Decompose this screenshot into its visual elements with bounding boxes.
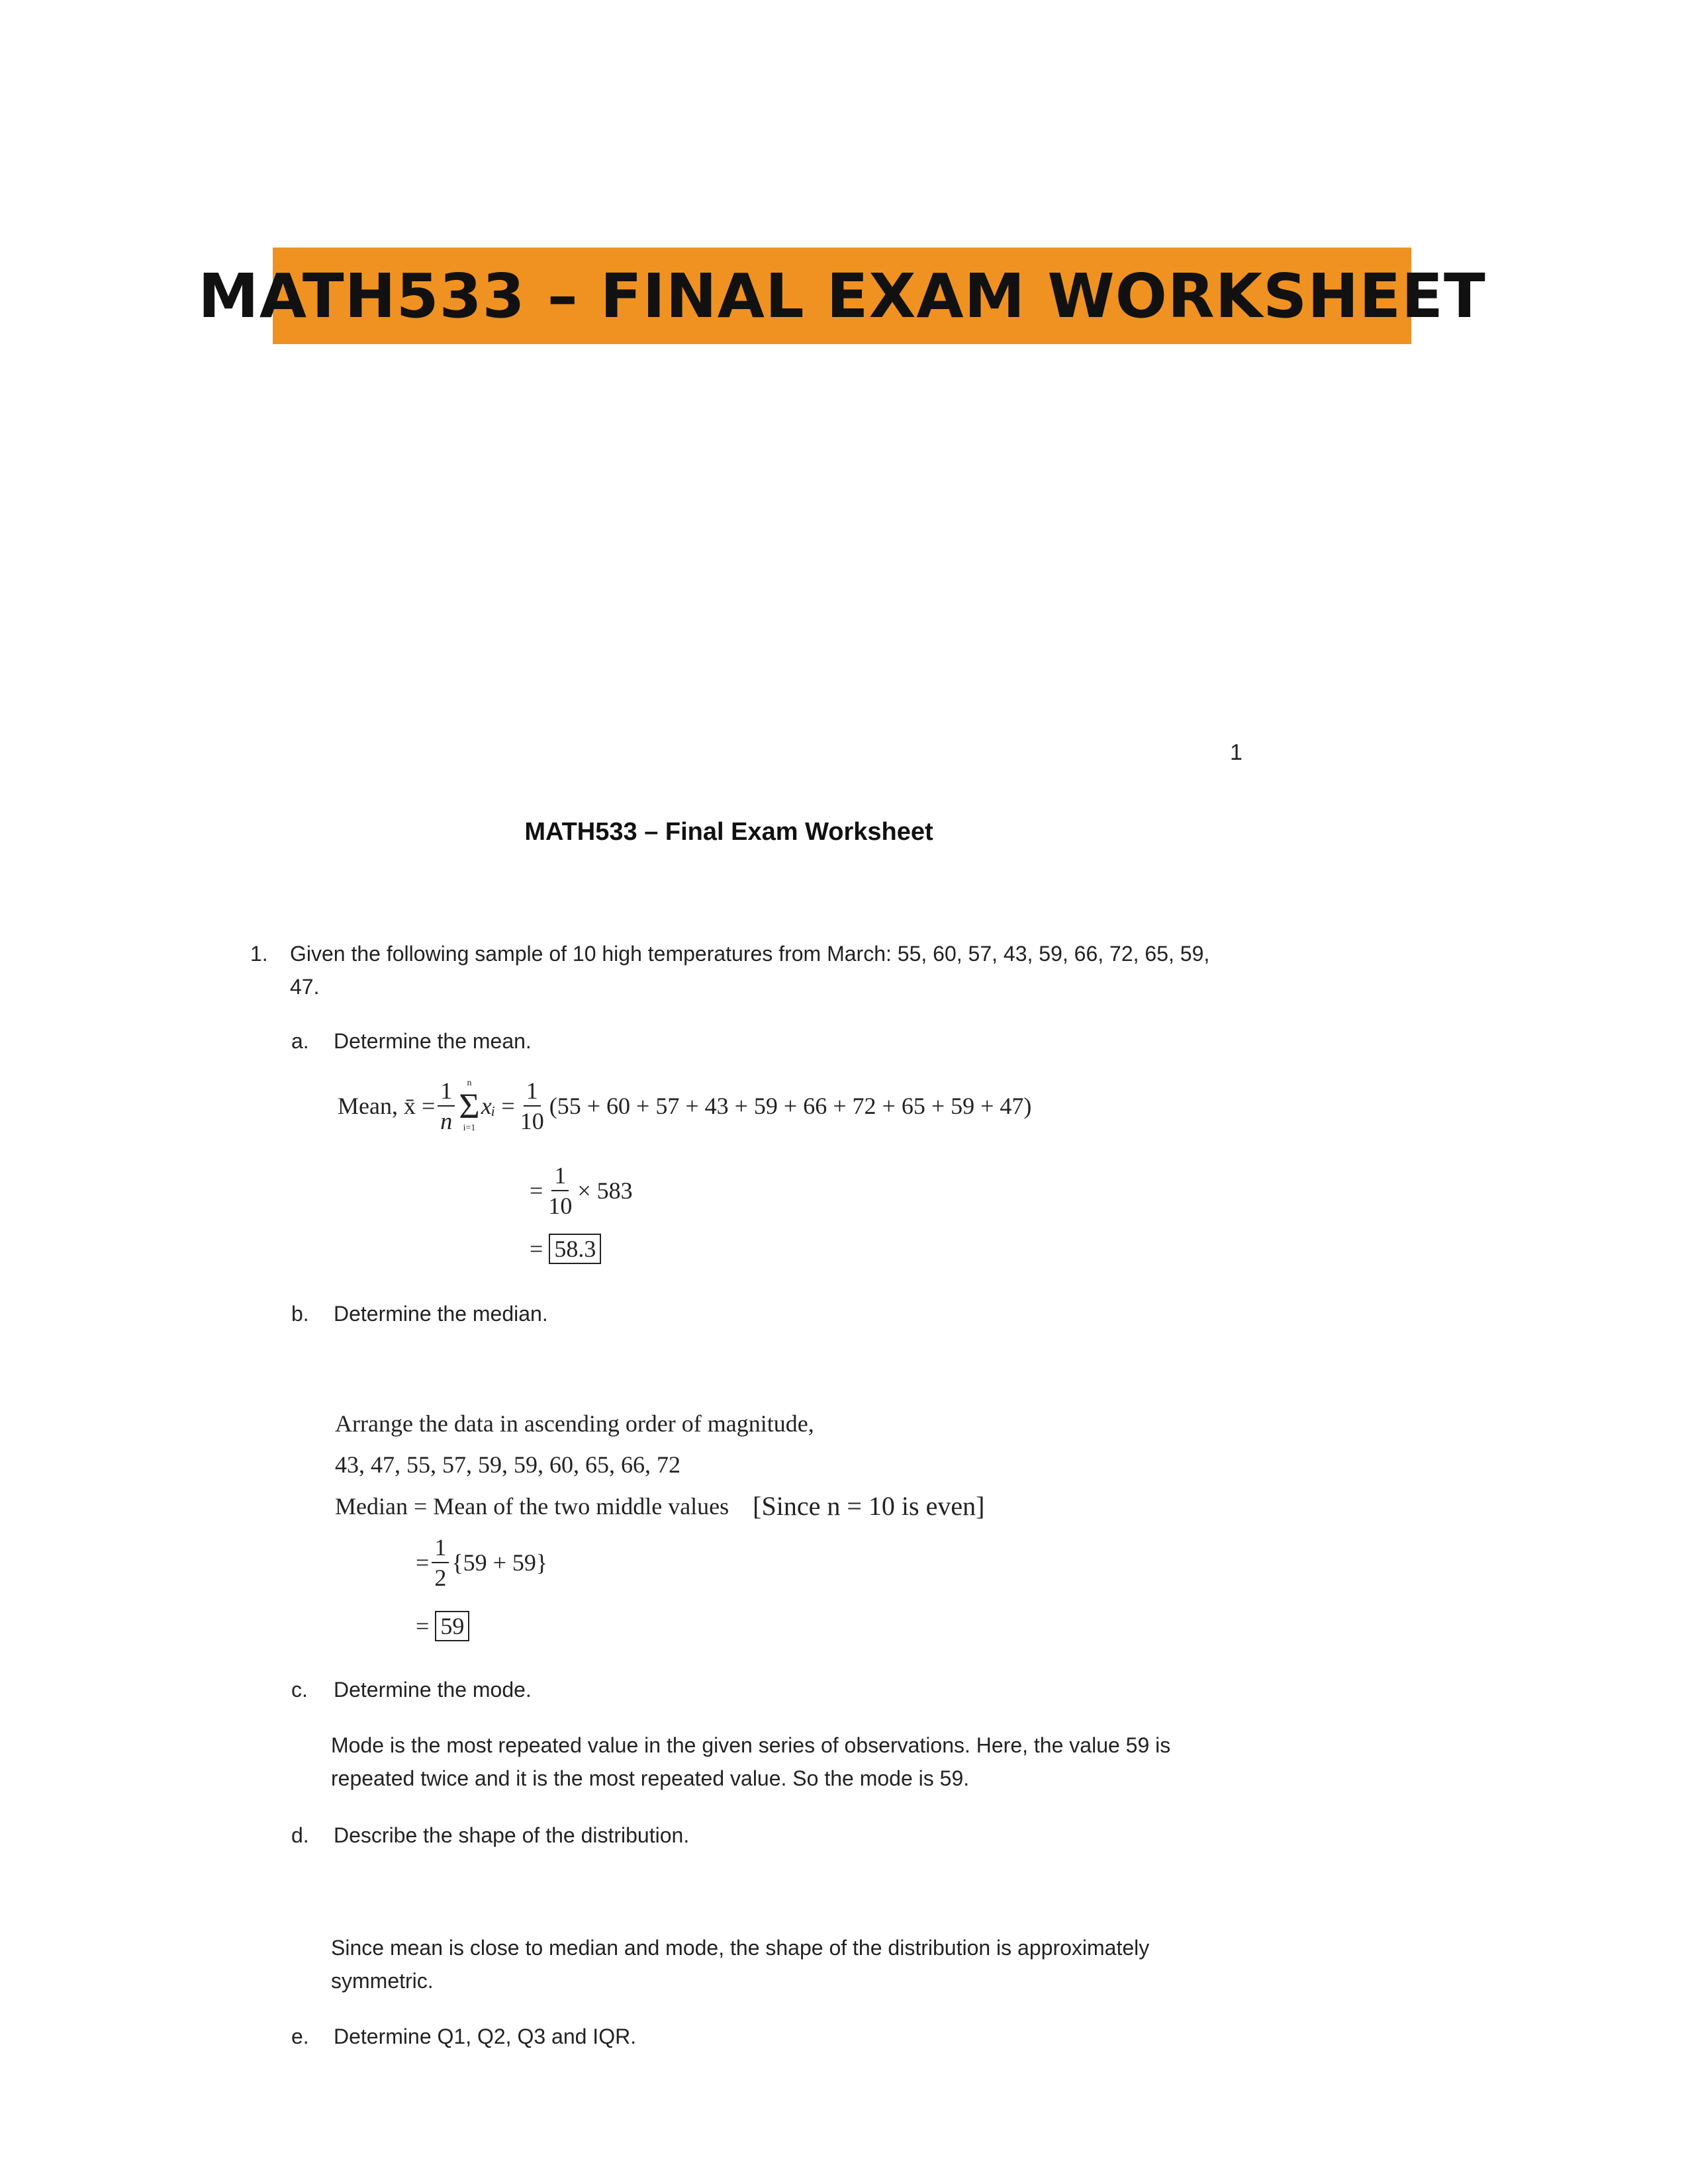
equals-sign: = [501, 1093, 515, 1119]
sum-expression: (55 + 60 + 57 + 43 + 59 + 66 + 72 + 65 + 59 + 47) [549, 1093, 1032, 1119]
mean-step-two [530, 1163, 633, 1218]
mode-answer: Mode is the most repeated value in the given series of observations. Here, the value 59 is repeated twice and it is the most repeated value. So the mode is 59. [331, 1733, 1171, 1790]
part-e-prompt: Determine Q1, Q2, Q3 and IQR. [334, 2025, 637, 2048]
median-result: 59 [435, 1611, 469, 1641]
fraction-one-over-ten [518, 1079, 547, 1133]
equals-sign: = [530, 1177, 543, 1204]
fraction-denominator: 2 [434, 1565, 447, 1591]
equals-sign: = [530, 1236, 543, 1262]
fraction-denominator: 10 [548, 1193, 573, 1219]
fraction-denominator: n [440, 1108, 453, 1134]
mean-label: Mean, [338, 1093, 398, 1119]
fraction-numerator: 1 [524, 1079, 541, 1107]
mean-formula [338, 1079, 1031, 1133]
mean-result-line [530, 1234, 601, 1264]
document-heading: MATH533 – Final Exam Worksheet [524, 818, 933, 846]
page-number: 1 [1230, 740, 1243, 765]
fraction-one-over-n [438, 1079, 455, 1133]
equals-sign: = [416, 1549, 430, 1576]
sorted-data: 43, 47, 55, 57, 59, 59, 60, 65, 66, 72 [335, 1451, 680, 1478]
fraction-numerator: 1 [432, 1535, 449, 1563]
times-sum: × 583 [577, 1177, 633, 1204]
fraction-denominator: 10 [520, 1108, 544, 1134]
equals-sign: = [421, 1093, 436, 1119]
part-c-letter: c. [291, 1678, 308, 1702]
part-d-letter: d. [291, 1823, 309, 1847]
fraction-one-half [432, 1535, 449, 1590]
xi-symbol: xᵢ [481, 1093, 496, 1119]
part-d-prompt: Describe the shape of the distribution. [334, 1823, 690, 1847]
sigma-icon: Σ [459, 1086, 480, 1126]
part-e-letter: e. [291, 2025, 309, 2048]
fraction-one-over-ten [545, 1163, 575, 1218]
question-text: Given the following sample of 10 high temperatures from March: 55, 60, 57, 43, 59, 66, 72, 65, 59, 47. [290, 942, 1210, 999]
part-b-prompt: Determine the median. [334, 1302, 548, 1326]
fraction-numerator: 1 [551, 1163, 569, 1191]
median-sum: {59 + 59} [451, 1549, 548, 1576]
median-step-two [416, 1535, 547, 1590]
question-number: 1. [250, 942, 268, 966]
part-a-letter: a. [291, 1029, 309, 1053]
median-result-line [416, 1611, 469, 1641]
since-note: [Since n = 10 is even] [753, 1491, 985, 1521]
part-c-prompt: Determine the mode. [334, 1678, 532, 1702]
median-label: Median = Mean of the two middle values [335, 1492, 729, 1520]
summation-upper: n [467, 1078, 472, 1088]
xbar-symbol: x̄ [403, 1093, 416, 1119]
summation-lower: i=1 [463, 1123, 476, 1133]
median-definition [335, 1490, 984, 1522]
arrange-text: Arrange the data in ascending order of magnitude, [335, 1410, 814, 1437]
part-a-prompt: Determine the mean. [334, 1029, 532, 1053]
shape-answer: Since mean is close to median and mode, the shape of the distribution is approximately symmetric. [331, 1936, 1150, 1993]
mean-result: 58.3 [549, 1234, 601, 1264]
fraction-numerator: 1 [438, 1079, 455, 1107]
banner-title: MATH533 – FINAL EXAM WORKSHEET [198, 260, 1486, 332]
title-banner [198, 248, 1486, 344]
summation-symbol [459, 1079, 479, 1133]
part-b-letter: b. [291, 1302, 309, 1326]
equals-sign: = [416, 1613, 430, 1639]
